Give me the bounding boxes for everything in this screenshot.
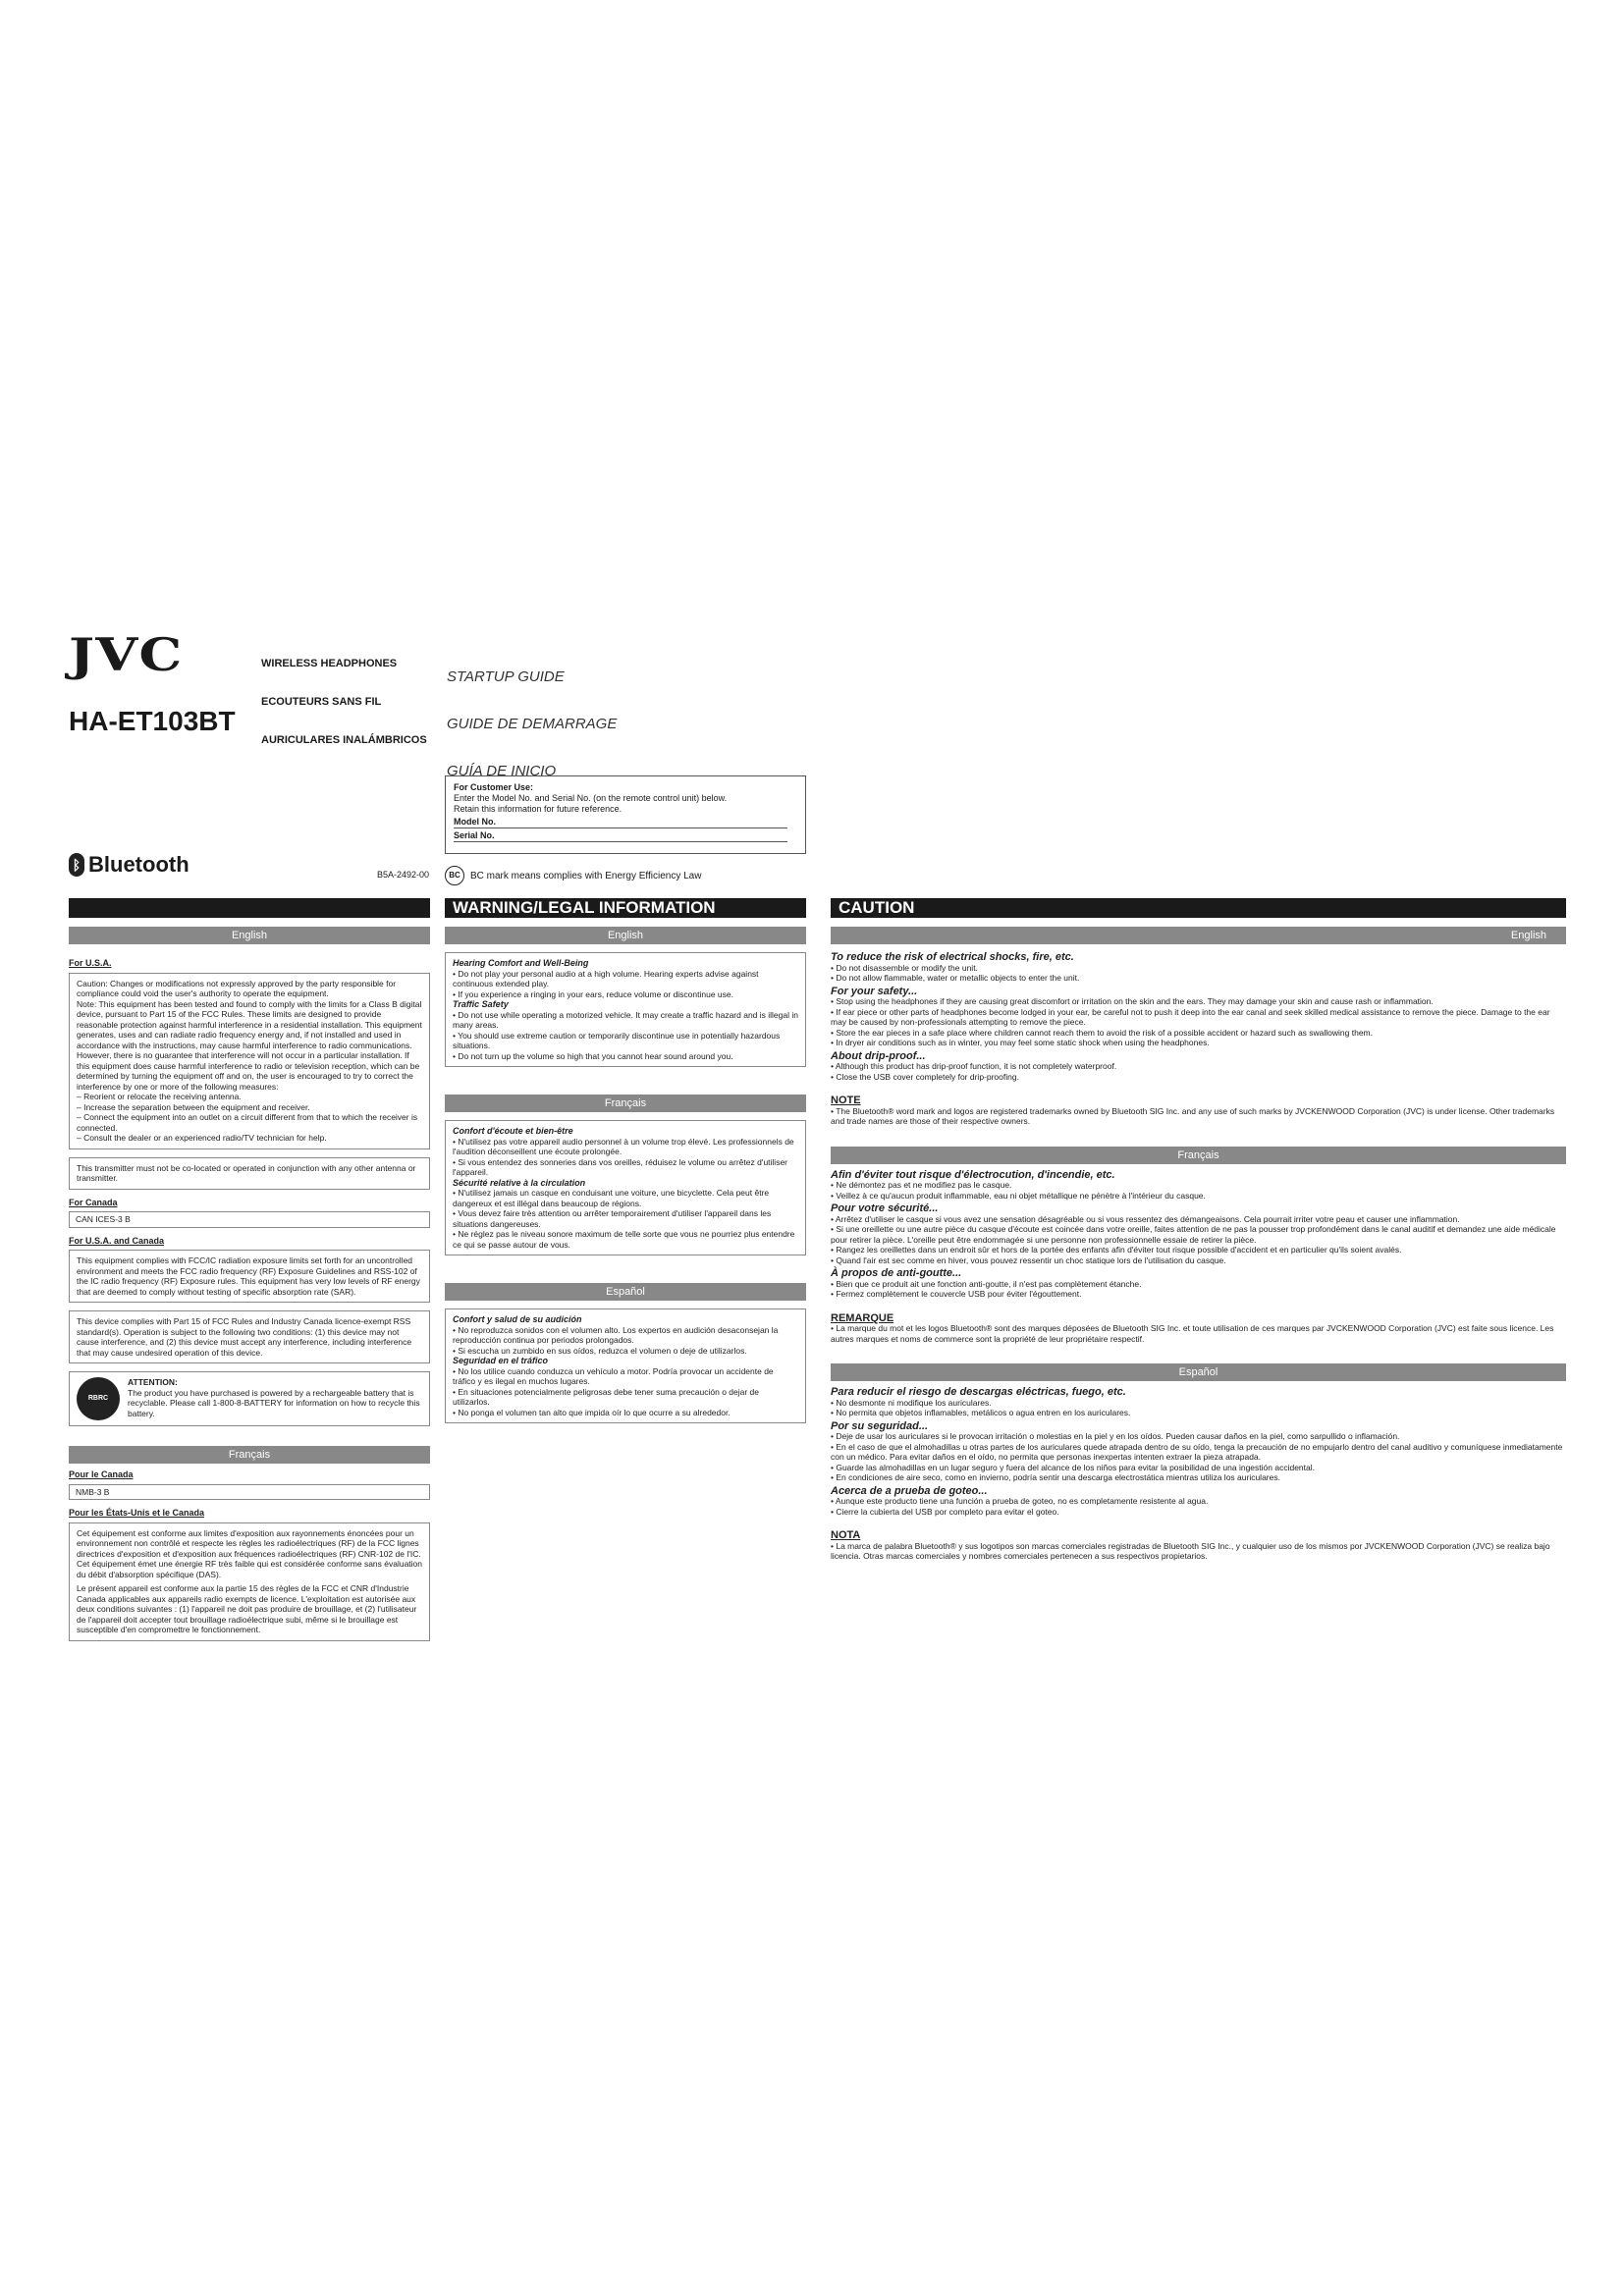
measure-item: – Increase the separation between the equipment and receiver.: [77, 1101, 310, 1112]
product-line: ECOUTEURS SANS FIL: [261, 696, 382, 708]
fr-rf-box: [69, 1522, 430, 1641]
lang-bar-english: English: [831, 927, 1566, 944]
bullet-item: • No ponga el volumen tan alto que impida oír lo que ocurre a su alrededor.: [453, 1408, 798, 1418]
bullet-item: • Store the ear pieces in a safe place where children cannot reach them to avoid the risk of a possible accident or hazard such as swallowing them.: [831, 1028, 1566, 1039]
bc-icon: BC: [445, 866, 464, 885]
heading-pour-canada: Pour le Canada: [69, 1469, 134, 1479]
warning-column: [445, 927, 806, 1423]
heading-risk: To reduce the risk of electrical shocks, fire, etc.: [831, 951, 1074, 963]
heading-safety: For your safety...: [831, 985, 918, 997]
note-heading: NOTE: [831, 1095, 861, 1106]
bullet-item: • No reproduzca sonidos con el volumen alto. Los expertos en audición desaconsejan la reproducción continua por periodos prolongados.: [453, 1325, 798, 1346]
nota-heading: NOTA: [831, 1529, 861, 1541]
bullet-item: • No desmonte ni modifique los auriculares.: [831, 1398, 1566, 1409]
legal-column: [69, 927, 430, 1641]
measure-item: – Connect the equipment into an outlet on a circuit different from that to which the receiver is connected.: [77, 1112, 418, 1133]
bullet-item: • Although this product has drip-proof function, it is not completely waterproof.: [831, 1061, 1566, 1072]
bullet-item: • Cierre la cubierta del USB por completo para evitar el goteo.: [831, 1507, 1566, 1518]
model-no-field: Model No.: [454, 817, 787, 828]
fcc-caution: Caution: Changes or modifications not expressly approved by the party responsible for compliance could void the user's authority to operate the equipment.: [77, 978, 397, 998]
bullet-item: • Stop using the headphones if they are causing great discomfort or irritation on the skin and the ears. They may damage your skin and cause rash or inflammation.: [831, 996, 1566, 1007]
bullet-item: • En condiciones de aire seco, como en invierno, podría sentir una descarga electrostática mientras utiliza los auriculares.: [831, 1472, 1566, 1483]
bullet-item: • Si une oreillette ou une autre pièce du casque d'écoute est coincée dans votre oreille, faites attention de ne pas la pousser trop profondément dans le canal auditif et demandez une aide médicale pour retirer la pièce. L'oreille peut être endommagée si une personne non professionnelle essaie de retirer la pièce.: [831, 1224, 1566, 1245]
bullet-item: • Fermez complètement le couvercle USB pour éviter l'égouttement.: [831, 1289, 1566, 1300]
bullet-item: • No los utilice cuando conduzca un vehículo a motor. Podría provocar un accidente de tráfico y es ilegal en muchos lugares.: [453, 1366, 798, 1387]
measure-item: – Consult the dealer or an experienced radio/TV technician for help.: [77, 1133, 327, 1143]
remarque-heading: REMARQUE: [831, 1311, 894, 1324]
rf-box: This equipment complies with FCC/IC radiation exposure limits set forth for an uncontrolled environment and meets the FCC radio frequency (RF) Exposure Guidelines and RSS-102 of the IC radio frequency (RF) Exposure rules. This equipment has very low levels of RF energy that are deemed to comply without testing of specific absorption rate (SAR).: [69, 1250, 430, 1303]
bullet-item: • Do not turn up the volume so high that you cannot hear sound around you.: [453, 1051, 798, 1062]
bullet-item: • En situaciones potencialmente peligrosas debe tener suma precaución o dejar de utilizarlos.: [453, 1387, 798, 1408]
bullet-item: • If ear piece or other parts of headphones become lodged in your ear, be careful not to push it deep into the ear canal and seek skilled medical assistance to remove the piece. Damage to the ear may be caused by non-professionals attempting to remove the piece.: [831, 1007, 1566, 1028]
remarque-text: • La marque du mot et les logos Bluetooth® sont des marques déposées de Bluetooth SIG Inc. et toute utilisation de ces marques par JVCKENWOOD Corporation (JVC) est faite sous licence. Les autres marques et noms de commerce sont la propriété de leur propriétaire respectif.: [831, 1323, 1566, 1344]
heading-securite: Pour votre sécurité...: [831, 1202, 939, 1214]
bullet-item: • In dryer air conditions such as in winter, you may feel some static shock when using the headphones.: [831, 1038, 1566, 1048]
bullet-item: • Si vous entendez des sonneries dans vos oreilles, réduisez le volume ou arrêtez d'utiliser l'appareil.: [453, 1157, 798, 1178]
note-text: • The Bluetooth® word mark and logos are registered trademarks owned by Bluetooth SIG Inc. and any use of such marks by JVCKENWOOD Corporation (JVC) is under license. Other trademarks and trade names are those of their respective owners.: [831, 1106, 1566, 1127]
guide-lines: [447, 638, 617, 795]
caution-column: [831, 927, 1566, 1562]
lang-bar-english: English: [69, 927, 430, 944]
bluetooth-logo: [69, 852, 189, 878]
bullet-item: • Si escucha un zumbido en sus oídos, reduzca el volumen o deje de utilizarlos.: [453, 1346, 798, 1357]
bullet-item: • Arrêtez d'utiliser le casque si vous avez une sensation désagréable ou si vous ressentez des démangeaisons. Cela pourrait irriter votre peau et causer une inflammation.: [831, 1214, 1566, 1225]
bullet-item: • En el caso de que el almohadillas u otras partes de los auriculares quede atrapada dentro de su oído, tenga la precaución de no empujarlo dentro del canal auditivo y comuníquese inmediatamente con un médico. Para evitar daños en el oído, no permita que personas inexpertas intenten extraer la pieza atrapada.: [831, 1442, 1566, 1463]
lang-bar-francais: Français: [831, 1147, 1566, 1164]
attention-box: [69, 1371, 430, 1426]
bullet-item: • Vous devez faire très attention ou arrêter temporairement d'utiliser l'appareil dans les situations dangereuses.: [453, 1208, 798, 1229]
warning-english-box: [445, 952, 806, 1067]
bullet-item: • Do not use while operating a motorized vehicle. It may create a traffic hazard and is illegal in many areas.: [453, 1010, 798, 1031]
section-bar-blank: [69, 898, 430, 918]
customer-line: Retain this information for future reference.: [454, 804, 623, 814]
bc-mark: [445, 866, 701, 885]
bullet-item: • Veillez à ce qu'aucun produit inflammable, eau ni objet métallique ne pénètre à l'intérieur du casque.: [831, 1191, 1566, 1201]
fcc-note: Note: This equipment has been tested and found to comply with the limits for a Class B digital device, pursuant to Part 15 of the FCC Rules. These limits are designed to provide reasonable protection against harmful interference in a residential installation. This equipment generates, uses and can radiate radio frequency energy and, if not installed and used in accordance with the instructions, may cause harmful interference to radio communications. However, there is no guarantee that interference will not occur in a particular installation. If this equipment does cause harmful interference to radio or television reception, which can be determined by turning the equipment off and on, the user is encouraged to try to correct the interference by one or more of the following measures:: [77, 998, 422, 1092]
heading-goteo: Acerca de a prueba de goteo...: [831, 1484, 988, 1497]
nota-text: • La marca de palabra Bluetooth® y sus logotipos son marcas comerciales registradas de Bluetooth SIG Inc., y cualquier uso de los mismos por JVCKENWOOD Corporation (JVC) se realiza bajo licencia. Otras marcas comerciales y nombres comerciales pertenecen a sus respectivos propietarios.: [831, 1541, 1566, 1562]
heading-securite: Sécurité relative à la circulation: [453, 1177, 586, 1188]
heading-risque: Afin d'éviter tout risque d'électrocution, d'incendie, etc.: [831, 1168, 1115, 1181]
recycle-battery-icon: RBRC: [77, 1377, 120, 1420]
bullet-item: • Do not disassemble or modify the unit.: [831, 963, 1566, 974]
customer-line: Enter the Model No. and Serial No. (on the remote control unit) below.: [454, 793, 728, 803]
nmb-code: NMB-3 B: [69, 1484, 430, 1501]
document-code: B5A-2492-00: [377, 870, 430, 880]
heading-for-canada: For Canada: [69, 1197, 118, 1207]
heading-seguridad: Por su seguridad...: [831, 1419, 929, 1432]
guide-line: STARTUP GUIDE: [447, 668, 565, 685]
bullet-item: • Ne réglez pas le niveau sonore maximum de telle sorte que vous ne pourriez plus entendre ce qui se passe autour de vous.: [453, 1229, 798, 1250]
bullet-item: • Close the USB cover completely for drip-proofing.: [831, 1072, 1566, 1083]
heading-hearing: Hearing Comfort and Well-Being: [453, 958, 589, 968]
heading-seguridad: Seguridad en el tráfico: [453, 1356, 549, 1365]
product-line: WIRELESS HEADPHONES: [261, 658, 398, 669]
warning-espanol-box: [445, 1308, 806, 1423]
attention-heading: ATTENTION:: [128, 1377, 178, 1387]
warning-francais-box: [445, 1120, 806, 1255]
heading-traffic: Traffic Safety: [453, 999, 509, 1009]
fr-rf-text: Cet équipement est conforme aux limites d'exposition aux rayonnements énoncées pour un environnement non contrôlé et respecte les règles les radioélectriques (RF) de la FCC lignes directrices d'exposition et d'exposition aux fréquences radioélectriques (RF) CNR-102 de l'IC. Cet équipement émet une énergie RF très faible qui est considérée conforme sans évaluation du débit d'absorption spécifique (DAS).: [77, 1527, 423, 1579]
bullet-item: • Rangez les oreillettes dans un endroit sûr et hors de la portée des enfants afin d'éviter tout risque possible d'accident et en particulier qu'ils soient avalés.: [831, 1245, 1566, 1255]
heading-pour-usa-canada: Pour les États-Unis et le Canada: [69, 1508, 205, 1518]
customer-title: For Customer Use:: [454, 782, 534, 792]
bullet-item: • N'utilisez jamais un casque en conduisant une voiture, une bicyclette. Cela peut être dangereux et est illégal dans beaucoup de régions.: [453, 1188, 798, 1208]
heading-drip: About drip-proof...: [831, 1049, 926, 1062]
bullet-item: • Do not allow flammable, water or metallic objects to enter the unit.: [831, 973, 1566, 984]
lang-bar-francais: Français: [69, 1446, 430, 1464]
section-bar-warning: WARNING/LEGAL INFORMATION: [445, 898, 806, 918]
guide-line: GUIDE DE DEMARRAGE: [447, 716, 618, 732]
bluetooth-icon: ᛒ: [69, 853, 84, 877]
heading-usa-canada: For U.S.A. and Canada: [69, 1235, 165, 1246]
part15-box: This device complies with Part 15 of FCC Rules and Industry Canada licence-exempt RSS standard(s). Operation is subject to the following two conditions: (1) this device may not cause interference, and (2) this device must accept any interference, including interference that may cause undesired operation of this device.: [69, 1310, 430, 1363]
heading-anti-goutte: À propos de anti-goutte...: [831, 1267, 962, 1279]
attention-text: The product you have purchased is powered by a rechargeable battery that is recyclable. Please call 1-800-8-BATTERY for information on how to recycle this battery.: [128, 1387, 420, 1418]
brand-logo: JVC: [69, 628, 184, 681]
fcc-box: [69, 973, 430, 1149]
bullet-item: • N'utilisez pas votre appareil audio personnel à un volume trop élevé. Les professionnels de l'audition déconseillent une écoute prolongée.: [453, 1137, 798, 1157]
customer-info-box: [445, 775, 806, 854]
heading-confort-es: Confort y salud de su audición: [453, 1314, 582, 1324]
product-line: AURICULARES INALÁMBRICOS: [261, 734, 427, 746]
bullet-item: • Aunque este producto tiene una función a prueba de goteo, no es completamente resistente al agua.: [831, 1496, 1566, 1507]
lang-bar-espanol: Español: [445, 1283, 806, 1301]
bullet-item: • Ne démontez pas et ne modifiez pas le casque.: [831, 1180, 1566, 1191]
lang-bar-english: English: [445, 927, 806, 944]
heading-confort: Confort d'écoute et bien-être: [453, 1126, 573, 1136]
measure-item: – Reorient or relocate the receiving antenna.: [77, 1092, 242, 1101]
lang-bar-francais: Français: [445, 1095, 806, 1112]
serial-no-field: Serial No.: [454, 830, 787, 842]
guide-line: GUÍA DE INICIO: [447, 763, 557, 779]
bullet-item: • Quand l'air est sec comme en hiver, vous pouvez ressentir un choc statique lors de l'utilisation du casque.: [831, 1255, 1566, 1266]
product-lines: [261, 632, 427, 760]
bullet-item: • Guarde las almohadillas en un lugar seguro y fuera del alcance de los niños para evitar la posibilidad de una ingestión accidental.: [831, 1463, 1566, 1473]
fr-part15-text: Le présent appareil est conforme aux la partie 15 des règles de la FCC et CNR d'Industrie Canada applicables aux appareils radio exempts de licence. L'exploitation est autorisée aux deux conditions suivantes : (1) l'appareil ne doit pas produire de brouillage, et (2) l'utilisateur de l'appareil doit accepter tout brouillage radioélectrique subi, même si le brouillage est susceptible d'en compromettre le fonctionnement.: [77, 1583, 417, 1634]
heading-for-usa: For U.S.A.: [69, 958, 112, 968]
bullet-item: • Deje de usar los auriculares si le provocan irritación o molestias en la piel y en los oídos. Pueden causar daños en la piel, como sarpullido o inflamación.: [831, 1431, 1566, 1442]
section-bar-caution: CAUTION: [831, 898, 1566, 918]
bullet-item: • No permita que objetos inflamables, metálicos o agua entren en los auriculares.: [831, 1408, 1566, 1418]
bullet-item: • If you experience a ringing in your ears, reduce volume or discontinue use.: [453, 989, 798, 1000]
bc-text: BC mark means complies with Energy Efficiency Law: [470, 870, 702, 881]
canada-code: CAN ICES-3 B: [69, 1211, 430, 1228]
bullet-item: • Do not play your personal audio at a high volume. Hearing experts advise against continuous extended play.: [453, 969, 798, 989]
bullet-item: • Bien que ce produit ait une fonction anti-goutte, il n'est pas complètement étanche.: [831, 1279, 1566, 1290]
colocated-box: This transmitter must not be co-located or operated in conjunction with any other antenna or transmitter.: [69, 1157, 430, 1190]
model-number: HA-ET103BT: [69, 706, 236, 736]
lang-bar-espanol: Español: [831, 1363, 1566, 1381]
heading-riesgo: Para reducir el riesgo de descargas eléctricas, fuego, etc.: [831, 1386, 1126, 1398]
bluetooth-wordmark: Bluetooth: [88, 852, 189, 877]
bullet-item: • You should use extreme caution or temporarily discontinue use in potentially hazardous situations.: [453, 1031, 798, 1051]
